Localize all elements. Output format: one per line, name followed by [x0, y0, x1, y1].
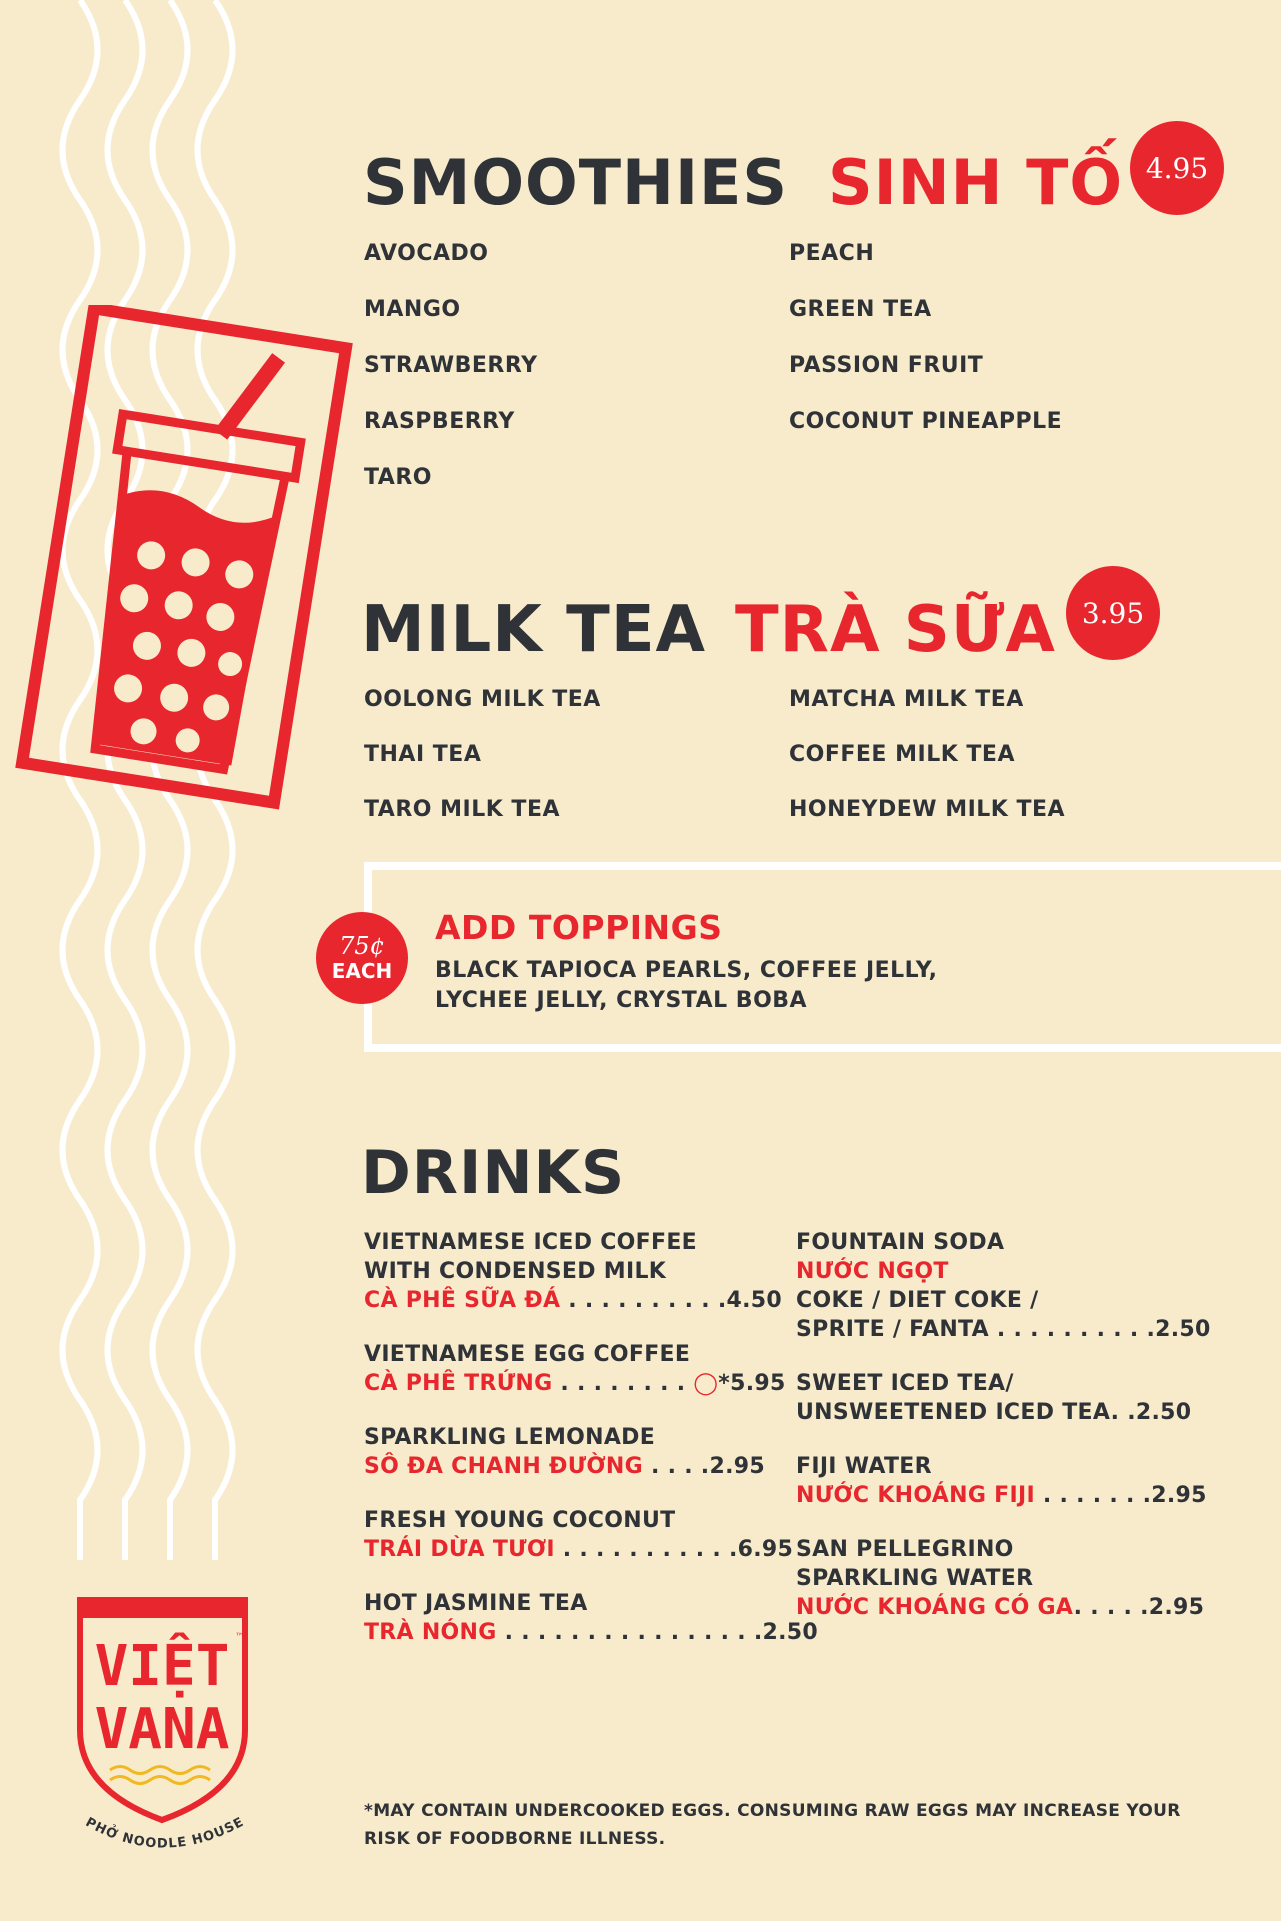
drink-name-vn: TRÀ NÓNG [364, 1620, 497, 1645]
drink-name: VIETNAMESE EGG COFFEE [364, 1342, 691, 1367]
menu-item: COFFEE MILK TEA [789, 742, 1015, 767]
milk-tea-title: MILK TEA [361, 593, 707, 667]
drink-price-line [364, 1622, 818, 1644]
milk-tea-price-badge [1066, 566, 1160, 660]
menu-item: THAI TEA [364, 742, 482, 767]
menu-item: STRAWBERRY [364, 353, 538, 378]
footnote: *MAY CONTAIN UNDERCOOKED EGGS. CONSUMING RAW EGGS MAY INCREASE YOUR RISK OF FOODBORNE ILLNESS. [364, 1801, 1181, 1849]
smoothies-price-badge [1130, 121, 1224, 215]
drink-price: *5.95 [718, 1371, 786, 1396]
drink-price: 2.50 [1155, 1317, 1211, 1342]
logo-tagline: PHỞ NOODLE HOUSE [82, 1814, 247, 1852]
toppings-line: BLACK TAPIOCA PEARLS, COFFEE JELLY, [435, 958, 938, 983]
toppings-each: EACH [331, 959, 393, 984]
menu-item: TARO [364, 465, 432, 490]
drink-price-line [364, 1290, 782, 1312]
drink-price: 6.95 [737, 1537, 794, 1562]
drink-name: VIETNAMESE ICED COFFEE [364, 1230, 697, 1255]
toppings-price: 75¢ [339, 931, 385, 960]
drink-name-vn: NƯỚC NGỌT [796, 1259, 949, 1284]
menu-item: AVOCADO [364, 241, 489, 266]
price-leader: . . . . . . . . . . . . . . . . [496, 1620, 763, 1645]
drink-name: SPARKLING WATER [796, 1566, 1034, 1591]
drink-name-vn: CÀ PHÊ SỮA ĐÁ [364, 1288, 561, 1313]
menu-item: MATCHA MILK TEA [789, 687, 1024, 712]
menu-item: OOLONG MILK TEA [364, 687, 601, 712]
toppings-price-badge [316, 912, 408, 1004]
milk-tea-title-vn: TRÀ SỮA [735, 593, 1056, 667]
menu-item: MANGO [364, 297, 461, 322]
logo-tm: ™ [235, 1632, 245, 1643]
egg-icon: ◯ [693, 1371, 719, 1396]
menu-item: TARO MILK TEA [364, 797, 560, 822]
drink-price: 4.50 [726, 1288, 782, 1313]
drink-name-vn: CÀ PHÊ TRỨNG [364, 1371, 553, 1396]
toppings-line: LYCHEE JELLY, CRYSTAL BOBA [435, 988, 808, 1013]
menu-item: PASSION FRUIT [789, 353, 984, 378]
toppings-title: ADD TOPPINGS [435, 908, 723, 947]
price-leader: . . . . [643, 1454, 710, 1479]
drink-name: HOT JASMINE TEA [364, 1591, 588, 1616]
price-leader: . . . . . . . . [552, 1371, 694, 1396]
drink-name: WITH CONDENSED MILK [364, 1259, 667, 1284]
menu-item: COCONUT PINEAPPLE [789, 409, 1063, 434]
drink-name: FOUNTAIN SODA [796, 1230, 1005, 1255]
boba-cup-illustration [0, 305, 360, 825]
drink-price-line [364, 1373, 786, 1395]
price-leader: . . . . . . . . . . [988, 1317, 1156, 1342]
smoothies-title-vn: SINH TỐ [828, 146, 1124, 219]
menu-item: PEACH [789, 241, 875, 266]
drink-name: SWEET ICED TEA/ [796, 1371, 1014, 1396]
drink-price: 2.50 [1135, 1400, 1192, 1425]
drink-price-line [796, 1485, 1207, 1507]
drink-price-line [796, 1402, 1191, 1424]
drink-price-line [796, 1319, 1211, 1341]
drink-name: SPRITE / FANTA [796, 1317, 989, 1342]
logo-line1: VIỆT [94, 1634, 230, 1699]
drink-name: FRESH YOUNG COCONUT [364, 1508, 676, 1533]
drink-price-line [796, 1597, 1204, 1619]
menu-item: HONEYDEW MILK TEA [789, 797, 1066, 822]
logo-line2: VANA [94, 1697, 230, 1762]
drink-price: 2.95 [1151, 1483, 1207, 1508]
milk-tea-price: 3.95 [1081, 596, 1145, 630]
drink-name-vn: TRÁI DỪA TƯƠI [364, 1537, 555, 1562]
drink-name-vn: SÔ ĐA CHANH ĐƯỜNG [364, 1454, 643, 1479]
price-leader: . . . . . . . . . . . [554, 1537, 738, 1562]
drink-name: COKE / DIET COKE / [796, 1288, 1039, 1313]
vietvana-logo [60, 1590, 270, 1870]
drink-price-line [364, 1539, 793, 1561]
menu-item: GREEN TEA [789, 297, 932, 322]
smoothies-title: SMOOTHIES [363, 146, 789, 219]
drink-name: SPARKLING LEMONADE [364, 1425, 656, 1450]
drink-name: SAN PELLEGRINO [796, 1537, 1014, 1562]
menu-item: RASPBERRY [364, 409, 515, 434]
drinks-title: DRINKS [361, 1138, 626, 1208]
drink-price: 2.50 [762, 1620, 818, 1645]
price-leader: . . . . . . . [1034, 1483, 1152, 1508]
price-leader: . . . . . [1073, 1595, 1149, 1620]
drink-name: UNSWEETENED ICED TEA. [796, 1400, 1120, 1425]
toppings-box [364, 862, 1281, 1052]
drink-name-vn: NƯỚC KHOÁNG FIJI [796, 1483, 1035, 1508]
price-leader: . [1119, 1400, 1136, 1425]
price-leader: . . . . . . . . . . [560, 1288, 727, 1313]
drink-name-vn: NƯỚC KHOÁNG CÓ GA [796, 1595, 1074, 1620]
smoothies-price: 4.95 [1145, 151, 1209, 185]
drink-price-line [364, 1456, 765, 1478]
drink-name: FIJI WATER [796, 1454, 932, 1479]
drink-price: 2.95 [1148, 1595, 1205, 1620]
drink-price: 2.95 [709, 1454, 765, 1479]
